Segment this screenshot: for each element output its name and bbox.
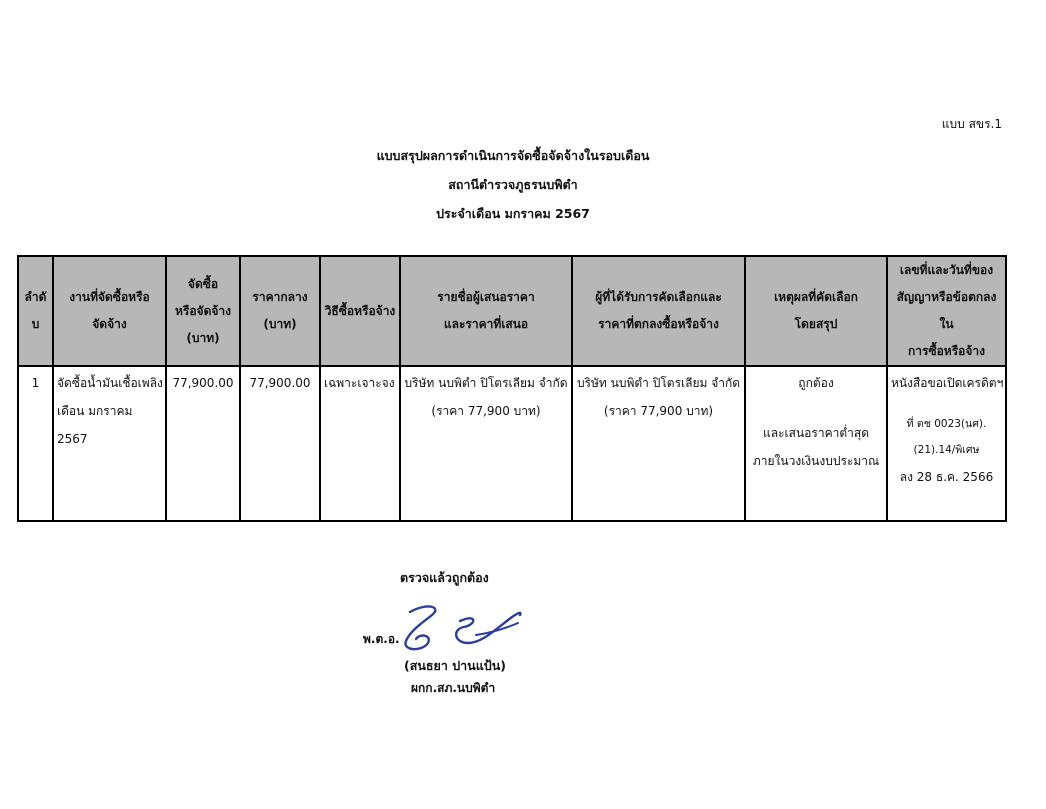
verified-label: ตรวจแล้วถูกต้อง: [400, 570, 489, 585]
report-title: แบบสรุปผลการดำเนินการจัดซื้อจัดจ้างในรอบเดือน: [376, 148, 650, 163]
header-amount: จัดซื้อ หรือจัดจ้าง (บาท): [166, 256, 240, 366]
table-row: [18, 366, 1006, 521]
handwritten-signature: [400, 599, 524, 655]
row-no: 1: [18, 366, 53, 521]
signer-position: ผกก.สภ.นบพิตำ: [411, 681, 496, 695]
header-selected: ผู้ที่ได้รับการคัดเลือกและ ราคาที่ตกลงซื้อหรือจ้าง: [572, 256, 745, 366]
header-contract: เลขที่และวันที่ของ สัญญาหรือข้อตกลงใน การซื้อหรือจ้าง: [887, 256, 1006, 366]
header-row: [18, 256, 1006, 366]
signer-name: (สนธยา ปานแป้น): [404, 658, 506, 673]
row-item: จัดซื้อน้ำมันเชื้อเพลิง เดือน มกราคม 2567: [53, 366, 166, 521]
row-reason: ถูกต้อง และเสนอราคาต่ำสุด ภายในวงเงินงบประมาณ: [745, 366, 887, 521]
row-amount: 77,900.00: [166, 366, 240, 521]
header-reason: เหตุผลที่คัดเลือก โดยสรุป: [745, 256, 887, 366]
station-name: สถานีตำรวจภูธรนบพิตำ: [448, 177, 578, 192]
header-method: วิธีซื้อหรือจ้าง: [320, 256, 400, 366]
row-contract: หนังสือขอเปิดเครดิตฯ ที่ ตช 0023(นศ). (21).14/พิเศษ ลง 28 ธ.ค. 2566: [887, 366, 1006, 521]
row-method: เฉพาะเจาะจง: [320, 366, 400, 521]
form-code: แบบ สขร.1: [941, 117, 1002, 131]
row-bidder: [400, 366, 572, 521]
selected-name: บริษัท นบพิตำ ปิโตรเลียม จำกัด: [576, 376, 741, 390]
report-month: ประจำเดือน มกราคม 2567: [436, 206, 590, 221]
header-median-price: ราคากลาง (บาท): [240, 256, 320, 366]
selected-price: (ราคา 77,900 บาท): [603, 404, 714, 418]
bidder-name: บริษัท นบพิตำ ปิโตรเลียม จำกัด: [404, 376, 568, 390]
header-bidders: รายชื่อผู้เสนอราคา และราคาที่เสนอ: [400, 256, 572, 366]
header-no: ลำดั บ: [18, 256, 53, 366]
procurement-table: [17, 255, 1007, 522]
row-median-price: 77,900.00: [240, 366, 320, 521]
bidder-price: (ราคา 77,900 บาท): [431, 404, 541, 418]
signer-rank: พ.ต.อ.: [363, 632, 400, 646]
header-item: งานที่จัดซื้อหรือ จัดจ้าง: [53, 256, 166, 366]
row-selected: [572, 366, 745, 521]
